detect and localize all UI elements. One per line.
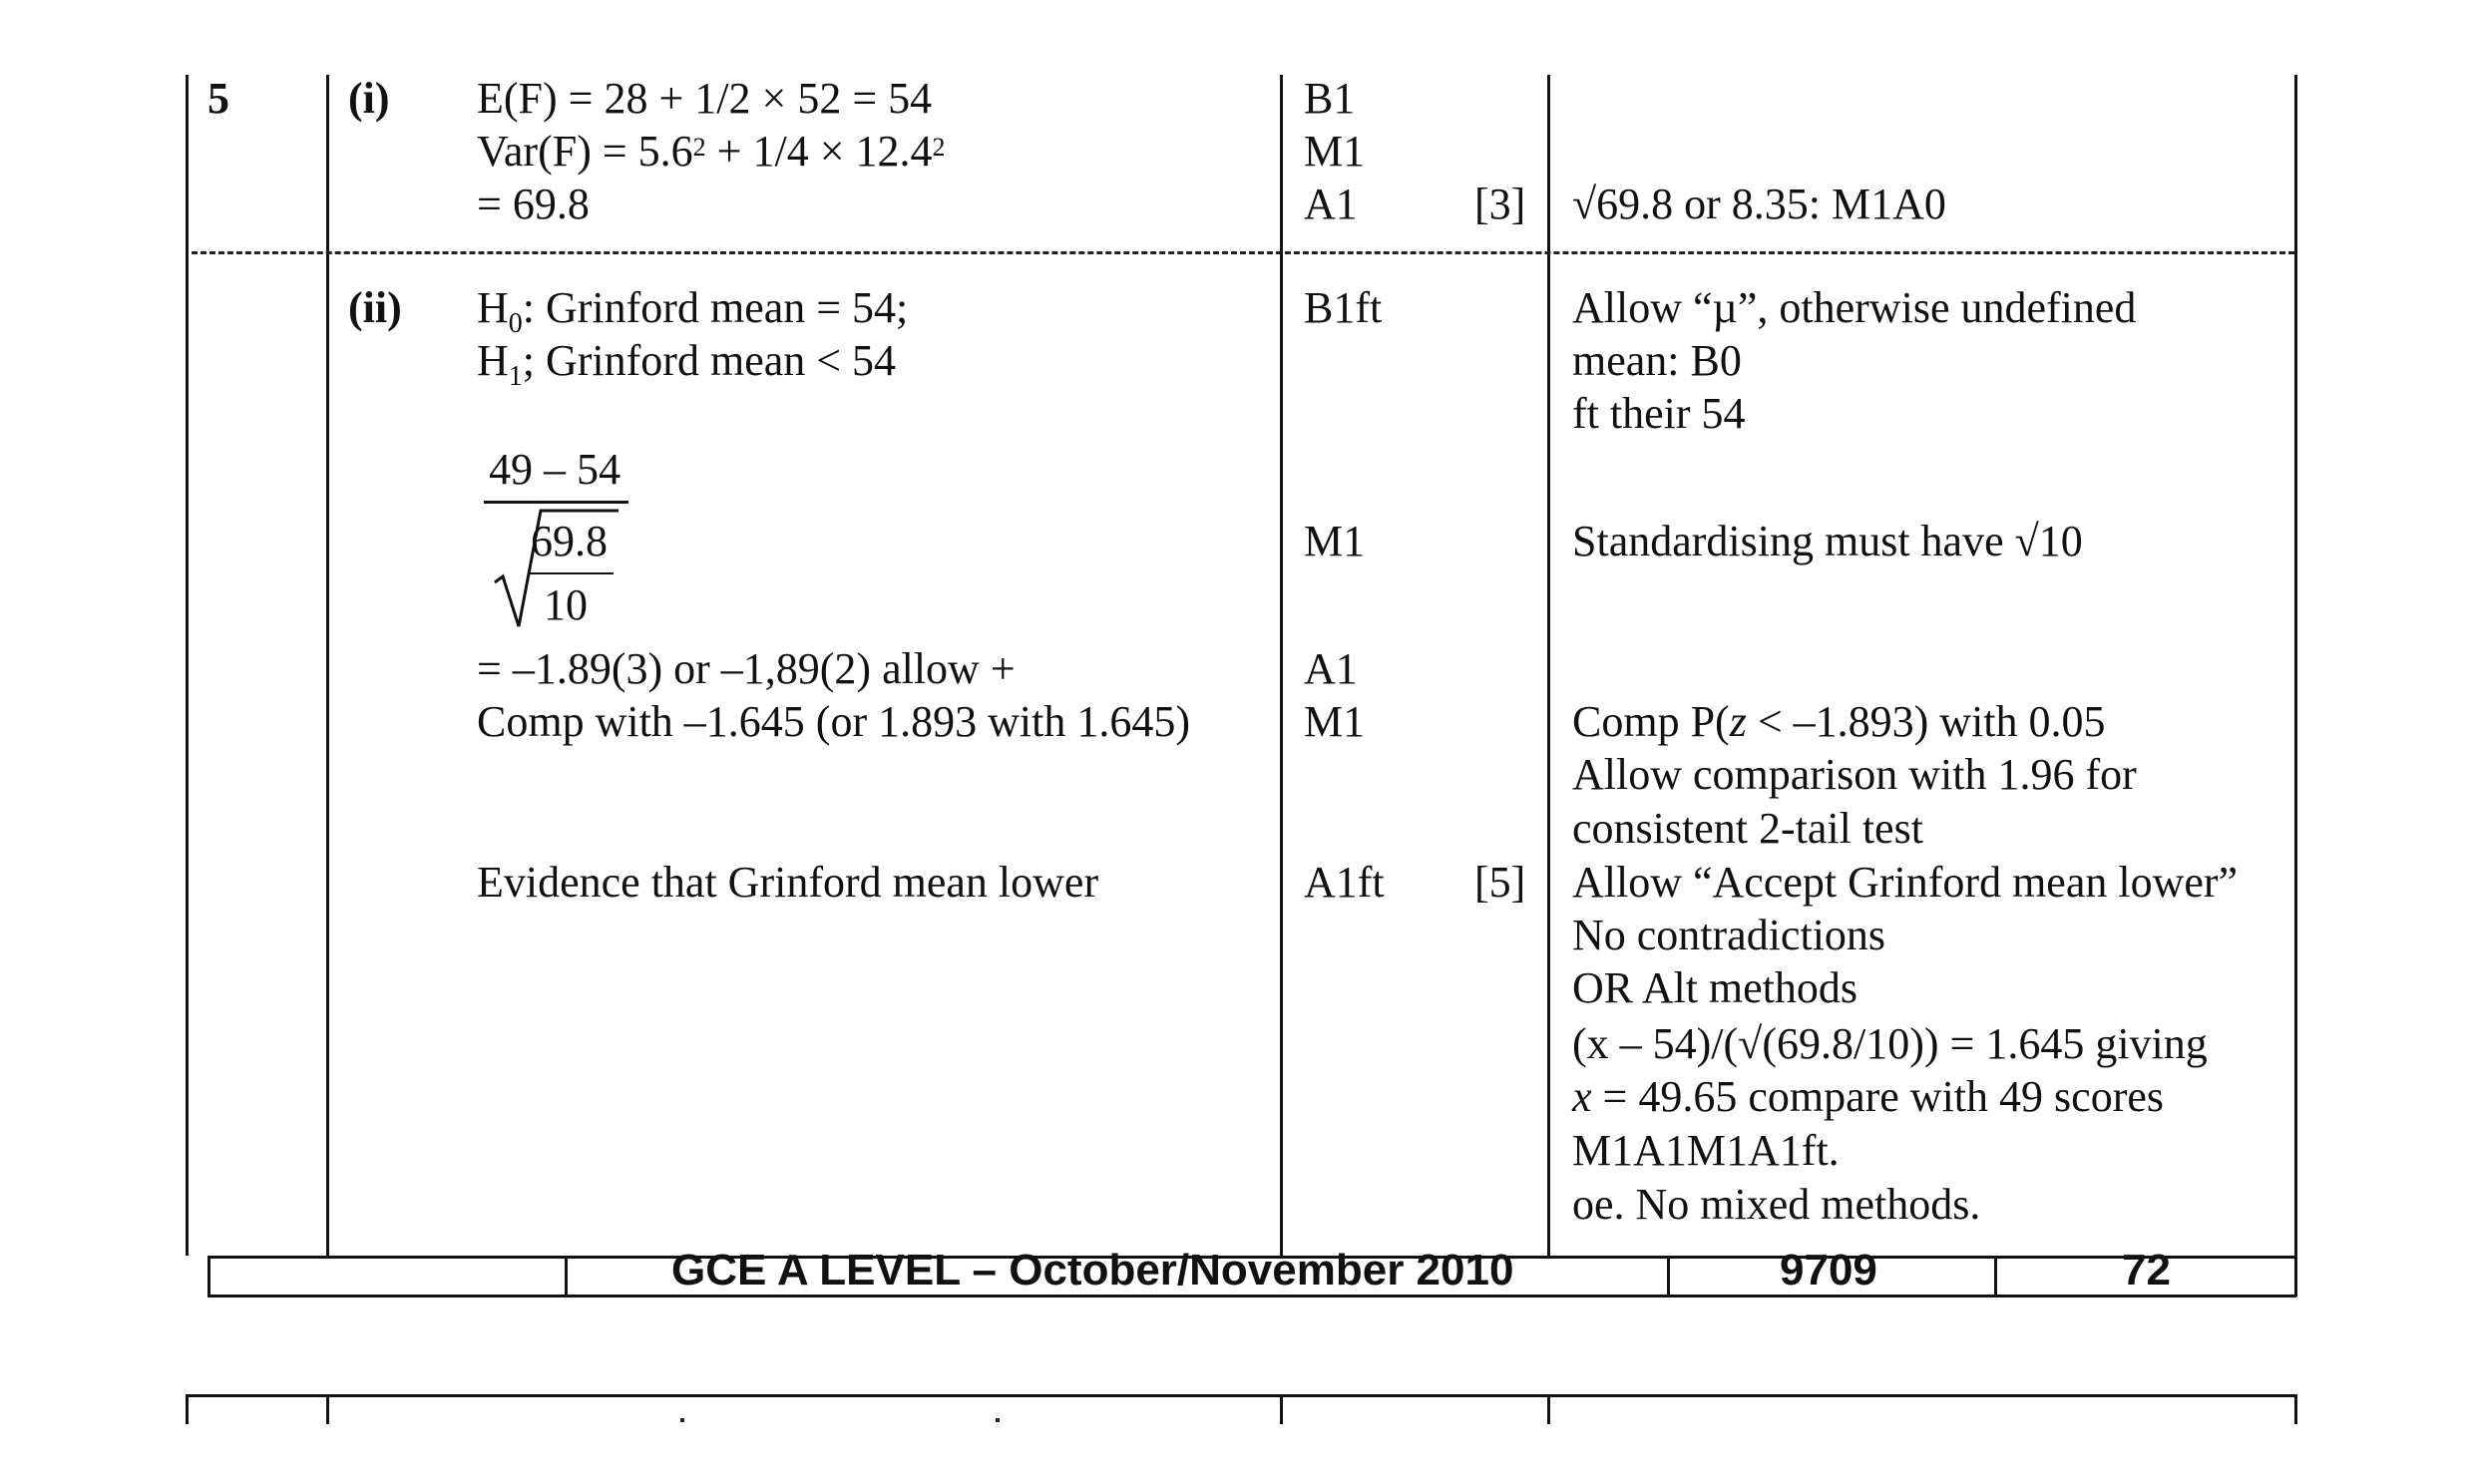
fraction-inner-bottom: 10: [544, 580, 588, 629]
comparison-line: Comp with –1.645 (or 1.893 with 1.645): [477, 697, 1190, 746]
part-ii-mark-std: M1: [1304, 517, 1366, 565]
table-border-right: [2294, 75, 2297, 1256]
footer-divider-1: [565, 1256, 568, 1297]
part-i-result: = 69.8: [477, 180, 590, 228]
inner-fraction-bar: [529, 572, 614, 574]
guidance-hyp-2: mean: B0: [1572, 336, 1742, 385]
part-i-mark-a1: A1: [1304, 180, 1358, 228]
part-i-variance: $Var(F) = 5.6^2 + 1/4 \times 12.4^2$: [477, 127, 946, 176]
part-ii-mark-hyp: B1ft: [1304, 283, 1383, 332]
footer-border-left: [207, 1256, 210, 1297]
fraction-inner-top: 69.8: [531, 517, 608, 565]
part-i-expectation: E(F) = 28 + 1/2 × 52 = 54: [477, 74, 933, 123]
next-table-border-left: [186, 1394, 189, 1424]
fraction-bar: [484, 501, 628, 504]
alternative-hypothesis: $H_1$; Grinford mean < 54: [477, 336, 897, 392]
next-table-text-fragment: [680, 1418, 684, 1422]
footer-divider-2: [1667, 1256, 1670, 1297]
guidance-concl-3: OR Alt methods: [1572, 963, 1858, 1012]
next-table-divider-1: [326, 1394, 329, 1424]
part-i-mark-b1: B1: [1304, 74, 1356, 123]
test-statistic-result: = –1.89(3) or –1,89(2) allow +: [477, 644, 1016, 693]
next-table-divider-2: [1280, 1394, 1283, 1424]
guidance-std: Standardising must have √10: [1572, 517, 2083, 565]
null-hypothesis: $H_0$: Grinford mean = 54;: [477, 283, 909, 339]
part-i-mark-m1: M1: [1304, 127, 1366, 176]
guidance-comp-3: consistent 2-tail test: [1572, 804, 1923, 853]
guidance-concl-2: No contradictions: [1572, 911, 1886, 959]
footer-bottom-border: [207, 1295, 2296, 1298]
guidance-hyp-1: Allow “µ”, otherwise undefined: [1572, 283, 2137, 332]
part-ii-mark-comp: M1: [1304, 697, 1366, 746]
guidance-concl-4: (x – 54)/(√(69.8/10)) = 1.645 giving: [1572, 1019, 2208, 1068]
conclusion-line: Evidence that Grinford mean lower: [477, 858, 1099, 907]
guidance-tail-2: oe. No mixed methods.: [1572, 1180, 1981, 1229]
footer-divider-3: [1994, 1256, 1997, 1297]
part-i-label: (i): [348, 74, 390, 123]
part-i-total: [3]: [1474, 180, 1526, 228]
part-ii-total: [5]: [1474, 858, 1526, 907]
part-ii-mark-concl: A1ft: [1304, 858, 1385, 907]
footer-syllabus: 9709: [1780, 1246, 1877, 1295]
footer-paper: 72: [2122, 1246, 2171, 1295]
part-ii-mark-res: A1: [1304, 644, 1358, 693]
question-number: 5: [207, 74, 229, 123]
guidance-comp-prob: Comp P(z < –1.893) with 0.05: [1572, 697, 2106, 746]
part-separator: [192, 251, 2294, 254]
next-table-text-fragment: [996, 1418, 1000, 1422]
fraction-numerator: 49 – 54: [489, 445, 620, 494]
next-table-divider-3: [1547, 1394, 1550, 1424]
footer-title: GCE A LEVEL – October/November 2010: [671, 1246, 1514, 1295]
guidance-hyp-3: ft their 54: [1572, 389, 1746, 438]
next-table-border-right: [2294, 1394, 2297, 1424]
part-i-guidance: √69.8 or 8.35: M1A0: [1572, 180, 1946, 228]
footer-border-right: [2294, 1256, 2297, 1297]
guidance-concl-1: Allow “Accept Grinford mean lower”: [1572, 858, 2239, 907]
guidance-x-line: x = 49.65 compare with 49 scores: [1572, 1072, 2164, 1121]
part-ii-label: (ii): [348, 283, 402, 332]
next-table-top-border: [186, 1394, 2296, 1397]
table-border-left: [186, 75, 189, 1256]
guidance-tail-1: M1A1M1A1ft.: [1572, 1126, 1840, 1175]
guidance-comp-2: Allow comparison with 1.96 for: [1572, 750, 2137, 799]
